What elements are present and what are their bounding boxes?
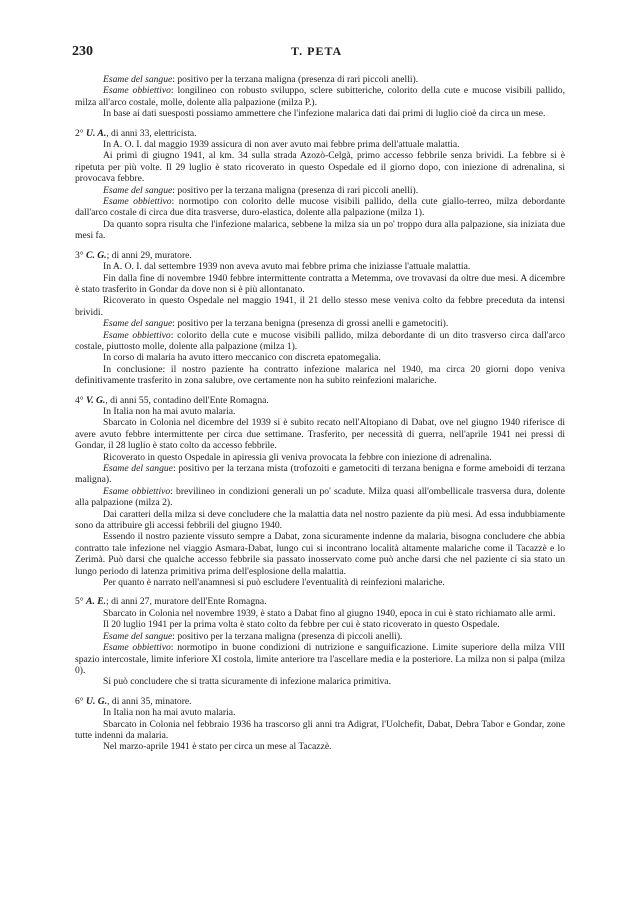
body-paragraph — [75, 509, 565, 532]
patient-details: , di anni 55, contadino dell'Ente Romagna. — [105, 394, 269, 406]
case-heading — [75, 696, 565, 707]
body-paragraph — [75, 364, 565, 387]
paragraph-text: Sbarcato in Colonia nel febbraio 1936 ha trascorso gli anni tra Adigrat, l'Uolchefit, Dabat, Debra Tabor e Gondar, zone tutte indenni da malaria. — [75, 718, 565, 741]
exam-paragraph — [75, 185, 565, 196]
case-heading — [75, 250, 565, 261]
patient-initials: U. G. — [86, 695, 108, 707]
page-body — [75, 74, 565, 753]
paragraph-text: In A. O. I. dal settembre 1939 non aveva avuto mai febbre prima che iniziasse l'attuale malattia. — [103, 261, 471, 273]
paragraph-text: : positivo per la terzana maligna (presenza di rari piccoli anelli). — [172, 184, 419, 196]
body-paragraph — [75, 108, 565, 119]
paragraph-text: : brevilineo in condizioni generali un po' scadute. Milza quasi all'ombellicale trasversa dura, dolente alla palpazione (milza 2). — [75, 485, 565, 509]
exam-label: Esame obbiettivo — [103, 642, 171, 654]
patient-initials: U. A. — [86, 127, 107, 139]
paragraph-text: In base ai dati suesposti possiamo ammettere che l'infezione malarica dati dai primi di luglio cioè da circa un mese. — [103, 108, 546, 120]
exam-label: Esame del sangue — [103, 630, 173, 642]
exam-label: Esame obbiettivo — [103, 329, 171, 341]
body-paragraph — [75, 676, 565, 687]
case-heading — [75, 395, 565, 406]
patient-details: , di anni 35, minatore. — [107, 695, 192, 707]
paragraph-text: : normotipo con colorito delle mucose visibili pallido, della cute giallo-terreo, milza debordante dall'arco costale di circa due dita trasverse, duro-elastica, dolente alla palpazione (milza 1). — [75, 196, 566, 219]
body-paragraph — [75, 150, 565, 184]
body-paragraph — [75, 352, 565, 363]
paragraph-text: Sbarcato in Colonia nel dicembre del 1939 si è subito recato nell'Altopiano di Dabat, ove nel giugno 1940 riferisce di avere avuto febbre intermittente per circa due settimane. Trasferito, per necessità di guerra, nell'aprile 1941 nei pressi di Gondar, il 28 luglio è stato colto da accesso febbrile. — [75, 417, 565, 452]
body-paragraph — [75, 577, 565, 588]
body-paragraph — [75, 531, 565, 577]
exam-label: Esame del sangue — [103, 463, 173, 474]
case-number: 4° — [75, 394, 84, 406]
paragraph-text: Ricoverato in questo Ospedale nel maggio 1941, il 21 dello stesso mese veniva colto da febbre preceduta da intensi brividi. — [75, 295, 565, 318]
body-paragraph — [75, 417, 565, 451]
paragraph-text: In Italia non ha mai avuto malaria. — [103, 707, 236, 719]
exam-paragraph — [75, 330, 565, 353]
body-paragraph — [75, 608, 565, 619]
body-paragraph — [75, 741, 565, 752]
exam-paragraph — [75, 631, 565, 642]
paragraph-text: : positivo per la terzana maligna (presenza di piccoli anelli). — [172, 630, 403, 642]
body-paragraph — [75, 719, 565, 742]
paragraph-text: : positivo per la terzana mista (trofozoiti e gametociti di terzana benigna e forme ameboidi di terzana maligna). — [75, 463, 565, 486]
patient-details: ; di anni 29, muratore. — [106, 249, 192, 261]
patient-details: , di anni 33, elettricista. — [106, 127, 197, 139]
case-number: 6° — [75, 695, 84, 707]
paragraph-text: Il 20 luglio 1941 per la prima volta è stato colto da febbre per cui è stato ricoverato in questo Ospedale. — [103, 619, 500, 631]
patient-initials: A. E. — [86, 596, 107, 608]
paragraph-text: : longilineo con robusto sviluppo, sclere subitteriche, colorito della cute e mucose visibili pallido, milza all'arco costale, molle, dolente alla palpazione (milza P.). — [75, 85, 566, 108]
body-paragraph — [75, 219, 565, 242]
exam-label: Esame del sangue — [103, 184, 173, 196]
running-title: T. PETA — [291, 44, 343, 58]
patient-initials: V. G. — [86, 394, 106, 406]
body-paragraph — [75, 139, 565, 150]
exam-label: Esame obbiettivo — [103, 196, 172, 208]
exam-paragraph — [75, 318, 565, 329]
exam-label: Esame obbiettivo — [103, 485, 171, 497]
body-paragraph — [75, 406, 565, 417]
paragraph-text: Si può concludere che si tratta sicuramente di infezione malarica primitiva. — [103, 676, 391, 688]
exam-paragraph — [75, 486, 565, 509]
paragraph-text: Nel marzo-aprile 1941 è stato per circa un mese al Tacazzè. — [103, 741, 332, 753]
exam-paragraph — [75, 196, 565, 219]
exam-paragraph — [75, 74, 565, 85]
body-paragraph — [75, 273, 565, 296]
case-heading — [75, 596, 565, 607]
paragraph-text: : positivo per la terzana maligna (presenza di rari piccoli anelli). — [172, 74, 419, 85]
paragraph-text: Ricoverato in questo Ospedale in apiressia gli veniva provocata la febbre con iniezione di adrenalina. — [103, 451, 492, 463]
paragraph-text: : normotipo in buone condizioni di nutrizione e sanguificazione. Limite superiore della milza VIII spazio intercostale, limite inferiore XI costola, limite anteriore tra l'ascellare media e la posteriore. La milza non si palpa (milza 0). — [75, 642, 565, 676]
case-number: 2° — [75, 127, 84, 139]
exam-paragraph — [75, 463, 565, 486]
patient-initials: C. G. — [86, 249, 107, 261]
case-number: 3° — [75, 249, 84, 261]
exam-label: Esame del sangue — [103, 318, 173, 330]
paragraph-text: In A. O. I. dal maggio 1939 assicura di non aver avuto mai febbre prima dell'attuale malattia. — [103, 139, 460, 151]
exam-label: Esame del sangue — [103, 74, 173, 85]
body-paragraph — [75, 295, 565, 318]
paragraph-text: In corso di malaria ha avuto ittero meccanico con discreta epatomegalia. — [103, 352, 381, 364]
exam-paragraph — [75, 85, 565, 108]
exam-paragraph — [75, 642, 565, 676]
body-paragraph — [75, 452, 565, 463]
exam-label: Esame obbiettivo — [103, 85, 171, 97]
page-number: 230 — [72, 44, 93, 59]
patient-details: ; di anni 27, muratore dell'Ente Romagna. — [106, 596, 267, 608]
paragraph-text: Da quanto sopra risulta che l'infezione malarica, sebbene la milza sia un po' troppo dura alla palpazione, sia iniziata due mesi fa. — [75, 218, 565, 242]
paragraph-text: Fin dalla fine di novembre 1940 febbre intermittente contratta a Metemma, ove trovavasi da oltre due mesi. A dicembre è stato trasferito in Gondar da dove non si è più allontanato. — [75, 272, 565, 295]
case-heading — [75, 128, 565, 139]
paragraph-text: In Italia non ha mai avuto malaria. — [103, 405, 236, 417]
paragraph-text: Ai primi di giugno 1941, al km. 34 sulla strada Azozò-Celgà, primo accesso febbrile senza brividi. La febbre si è ripetuta per più volte. Il 29 luglio è stato ricoverato in questo Ospedale ed il giorno dopo, con iniezione di adrenalina, si provocava febbre. — [75, 150, 565, 185]
body-paragraph — [75, 619, 565, 630]
case-number: 5° — [75, 596, 84, 608]
body-paragraph — [75, 707, 565, 718]
paragraph-text: Sbarcato in Colonia nel novembre 1939, è stato a Dabat fino al giugno 1940, epoca in cui è stato richiamato alle armi. — [103, 607, 556, 619]
paragraph-text: Essendo il nostro paziente vissuto sempre a Dabat, zona sicuramente indenne da malaria, bisogna concludere che abbia contratto tale infezione nel viaggio Asmara-Dabat, lungo cui si incontrano località altamente malariche come il Tacazzè e lo Zerimà. Può darsi che qualche accesso febbrile sia passato inosservato come può anche darsi che nel paziente ci sia stato un lungo periodo di latenza primitiva prima dell'esplosione della malattia. — [75, 531, 565, 577]
body-paragraph — [75, 261, 565, 272]
paragraph-text: : colorito della cute e mucose visibili pallido, milza debordante di un dito trasverso circa dall'arco costale, piuttosto molle, dolente alla palpazione (milza 1). — [75, 329, 565, 352]
paragraph-text: : positivo per la terzana benigna (presenza di grossi anelli e gametociti). — [172, 318, 449, 330]
paragraph-text: Per quanto è narrato nell'anamnesi si può escludere l'eventualità di reinfezioni malariche. — [103, 577, 445, 589]
paragraph-text: In conclusione: il nostro paziente ha contratto infezione malarica nel 1940, ma circa 20 giorni dopo veniva definitivamente trasferito in zona salubre, ove certamente non ha subito reinfezioni malariche. — [75, 363, 565, 387]
paragraph-text: Dai caratteri della milza si deve concludere che la malattia data nel nostro paziente da più mesi. Ad essa indubbiamente sono da attribuire gli accessi febbrili del giugno 1940. — [75, 508, 565, 532]
